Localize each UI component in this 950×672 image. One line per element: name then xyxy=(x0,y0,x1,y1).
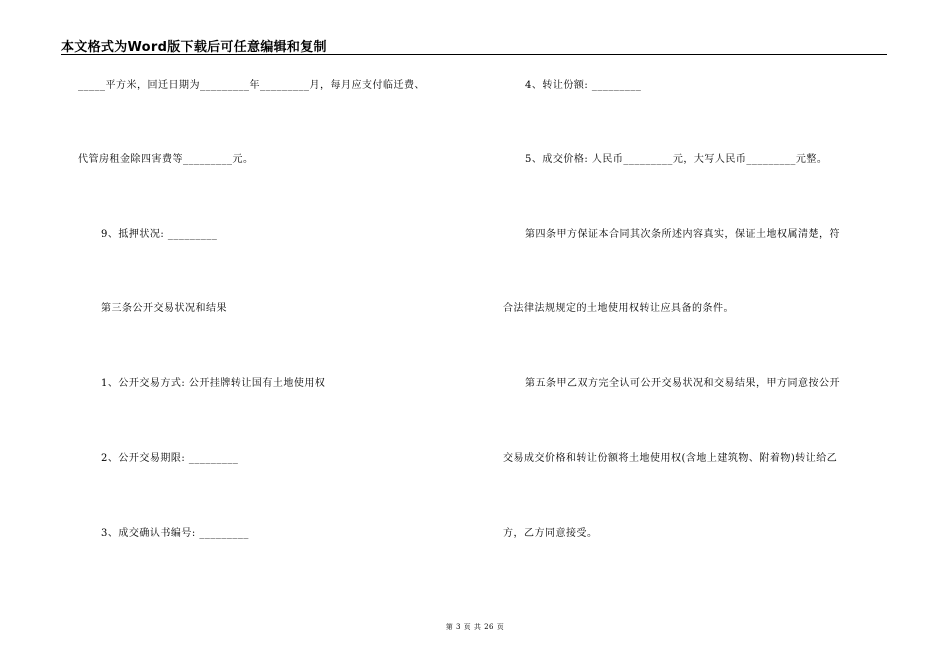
left-line-4-section-heading: 第三条公开交易状况和结果 xyxy=(101,303,227,314)
page-number-footer: 第 3 页 共 26 页 xyxy=(445,623,505,631)
left-line-5: 1、公开交易方式: 公开挂牌转让国有土地使用权 xyxy=(101,378,326,389)
right-line-3: 第四条甲方保证本合同其次条所述内容真实，保证土地权属清楚，符 xyxy=(525,229,840,240)
left-line-1: _____平方米，回迁日期为_________年_________月，每月应支付临迁费、 xyxy=(78,80,425,91)
right-line-2: 5、成交价格: 人民币_________元，大写人民币_________元整。 xyxy=(525,154,828,165)
right-line-7: 方，乙方同意接受。 xyxy=(503,528,598,539)
page-header-title: 本文格式为Word版下载后可任意编辑和复制 xyxy=(61,40,327,55)
right-line-5: 第五条甲乙双方完全认可公开交易状况和交易结果，甲方同意按公开 xyxy=(525,378,840,389)
right-line-1: 4、转让份额: _________ xyxy=(525,80,642,91)
left-line-7: 3、成交确认书编号: _________ xyxy=(101,528,249,539)
header-rule xyxy=(61,54,887,55)
left-line-3: 9、抵押状况: _________ xyxy=(101,229,218,240)
right-line-6: 交易成交价格和转让份额将土地使用权(含地上建筑物、附着物)转让给乙 xyxy=(503,453,838,464)
right-line-4: 合法律法规规定的土地使用权转让应具备的条件。 xyxy=(503,303,734,314)
left-line-6: 2、公开交易期限: _________ xyxy=(101,453,239,464)
left-line-2: 代管房租金除四害费等_________元。 xyxy=(78,154,254,165)
